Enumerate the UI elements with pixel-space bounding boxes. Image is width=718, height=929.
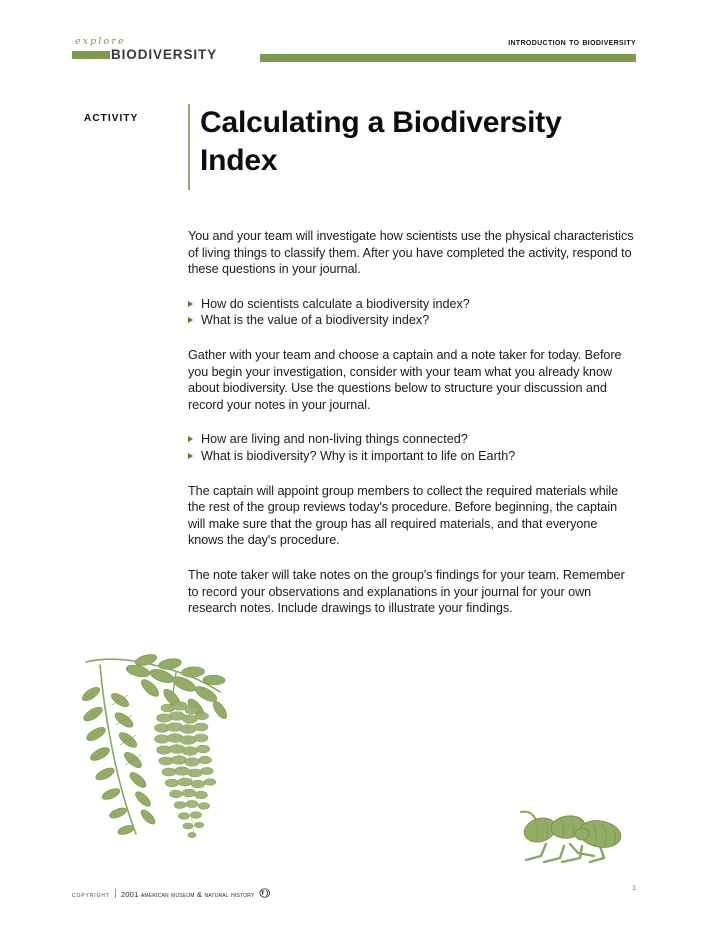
question-list-two [188,431,636,464]
brand-explore-text: explore [75,36,126,47]
question-list-one [188,296,636,329]
list-item [188,312,636,329]
amnh-logo-icon [259,885,272,903]
copyright-notice [72,884,272,902]
question-text: What is biodiversity? Why is it important to life on Earth? [201,448,516,463]
spacer [188,329,636,347]
list-item [188,448,636,465]
list-item [188,296,636,313]
copyright-organization: 2001 american museum & natural history [120,890,255,899]
brand-biodiversity-text: BIODIVERSITY [111,47,218,62]
copyright-divider [115,889,116,898]
triangle-bullet-icon [188,436,193,442]
activity-label: activity [84,109,139,124]
spacer [188,465,636,483]
triangle-bullet-icon [188,453,193,459]
gather-paragraph: Gather with your team and choose a captain and a note taker for today. Before you begin your investigation, consider with your team what you already know about biodiversity. Use the questions below to structure your discussion and record your notes in your journal. [188,347,622,412]
copyright-label: copyright [72,892,110,899]
question-text: What is the value of a biodiversity index? [201,313,430,328]
wisteria-plant-illustration [80,648,256,838]
brand-green-swatch [72,51,110,59]
page-footer [72,884,636,900]
note-taker-paragraph: The note taker will take notes on the group's findings for your team. Remember to record your observations and explanations in your journal for your own research notes. Include drawings to illustrate your findings. [188,567,625,616]
question-text: How are living and non-living things connected? [201,432,468,447]
list-item [188,431,636,448]
spacer [188,549,636,567]
question-text: How do scientists calculate a biodiversity index? [201,296,470,311]
spacer [188,278,636,296]
captain-paragraph: The captain will appoint group members to collect the required materials while the rest of the group reviews today's procedure. Before beginning, the captain will make sure that the group has all required materials, and that everyone knows the day's procedure. [188,483,619,548]
ant-illustration [508,806,642,872]
header-green-rule [260,54,636,62]
brand-lockup [72,48,282,61]
page-title: Calculating a Biodiversity Index [200,106,562,177]
header-section-title: introduction to biodiversity [508,37,636,48]
page-header [72,36,636,66]
main-content [188,228,636,617]
page-number: 1 [632,885,636,892]
title-block [84,104,624,180]
intro-paragraph: You and your team will investigate how scientists use the physical characteristics of living things to classify them. After you have completed the activity, respond to these questions in your journal. [188,229,634,277]
spacer [188,413,636,431]
triangle-bullet-icon [188,301,193,307]
triangle-bullet-icon [188,317,193,323]
title-vertical-divider [188,104,190,190]
brand-logo [72,36,282,61]
